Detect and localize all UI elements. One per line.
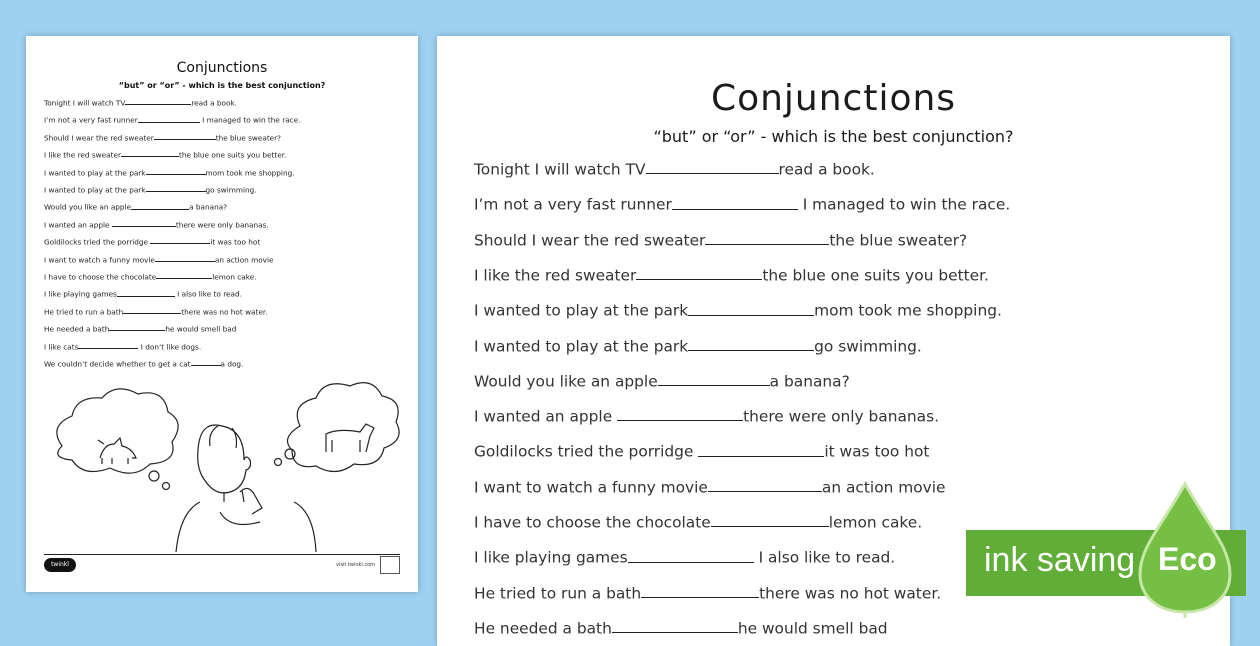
sentence-line xyxy=(44,149,286,159)
answer-blank[interactable] xyxy=(146,184,206,192)
sentence-line xyxy=(44,323,236,333)
sentence-line xyxy=(44,288,242,298)
sentence-after: a banana? xyxy=(189,202,228,212)
answer-blank[interactable] xyxy=(641,582,759,598)
thinking-child-illustration xyxy=(42,366,402,556)
sentence-line xyxy=(474,511,922,531)
sentence-line xyxy=(44,341,201,351)
sentence-before: I like the red sweater xyxy=(44,150,121,160)
answer-blank[interactable] xyxy=(658,370,770,386)
sentence-line xyxy=(44,271,257,281)
sentence-line xyxy=(44,254,274,264)
right-thought-cloud xyxy=(288,383,400,472)
sentence-after: I managed to win the race. xyxy=(797,195,1011,214)
footer-stamp-icon xyxy=(380,556,400,574)
sentence-line xyxy=(44,114,301,124)
sentence-line xyxy=(474,299,1002,319)
answer-blank[interactable] xyxy=(121,149,179,157)
sentence-line xyxy=(474,582,941,602)
sentence-before: He needed a bath xyxy=(474,619,612,638)
sentence-after: mom took me shopping. xyxy=(814,301,1002,320)
sentence-before: I wanted an apple xyxy=(44,220,112,230)
answer-blank[interactable] xyxy=(698,440,824,456)
sentence-after: it was too hot xyxy=(824,442,930,461)
sentence-line xyxy=(474,440,929,460)
answer-blank[interactable] xyxy=(138,114,200,122)
answer-blank[interactable] xyxy=(131,201,189,209)
sentence-line xyxy=(44,132,281,142)
sentence-line xyxy=(44,167,295,177)
answer-blank[interactable] xyxy=(155,254,215,262)
sentence-after: the blue sweater? xyxy=(215,133,282,143)
sentence-after: the blue sweater? xyxy=(829,230,968,249)
answer-blank[interactable] xyxy=(708,476,822,492)
sentence-before: Should I wear the red sweater xyxy=(474,230,706,249)
sentence-line xyxy=(474,546,895,566)
answer-blank[interactable] xyxy=(150,236,210,244)
cat-drawing xyxy=(98,438,136,464)
sentence-line xyxy=(474,405,939,425)
answer-blank[interactable] xyxy=(672,193,798,209)
answer-blank[interactable] xyxy=(125,97,191,105)
sentence-after: an action movie xyxy=(214,254,274,264)
sentence-before: I wanted an apple xyxy=(474,407,618,426)
sentence-line xyxy=(44,306,268,316)
sentence-before: I like playing games xyxy=(44,289,117,299)
answer-blank[interactable] xyxy=(636,264,762,280)
worksheet-title: Conjunctions xyxy=(710,78,957,119)
sentence-line xyxy=(474,158,875,178)
sentence-after: mom took me shopping. xyxy=(205,167,295,177)
sentence-before: Goldilocks tried the porridge xyxy=(44,237,151,247)
sentence-line xyxy=(44,219,269,229)
answer-blank[interactable] xyxy=(617,405,743,421)
sentence-before: Tonight I will watch TV xyxy=(44,98,126,108)
sentence-after: a dog. xyxy=(220,359,244,369)
sentence-line xyxy=(474,264,989,284)
answer-blank[interactable] xyxy=(612,617,738,633)
answer-blank[interactable] xyxy=(117,288,175,296)
sentence-before: I like cats xyxy=(44,341,79,351)
sentence-before: I’m not a very fast runner xyxy=(44,115,138,125)
sentence-after: he would smell bad xyxy=(737,619,888,638)
sentence-before: He tried to run a bath xyxy=(474,583,642,602)
answer-blank[interactable] xyxy=(688,299,814,315)
sentence-before: I have to choose the chocolate xyxy=(44,272,157,282)
sentence-before: Should I wear the red sweater xyxy=(44,133,154,143)
sentence-before: He tried to run a bath xyxy=(44,307,124,317)
sentence-before: I like playing games xyxy=(474,548,628,567)
sentence-before: I’m not a very fast runner xyxy=(474,195,672,214)
sentence-before: I wanted to play at the park xyxy=(474,301,689,320)
answer-blank[interactable] xyxy=(112,219,176,227)
answer-blank[interactable] xyxy=(78,341,138,349)
sentence-line xyxy=(44,201,227,211)
footer-site: visit twinkl.com xyxy=(336,562,376,568)
sentence-before: I wanted to play at the park xyxy=(474,336,689,355)
twinkl-logo: twinkl xyxy=(44,558,76,572)
sentence-before: Goldilocks tried the porridge xyxy=(474,442,699,461)
answer-blank[interactable] xyxy=(646,158,779,174)
child-head xyxy=(198,425,251,493)
sentence-after: go swimming. xyxy=(814,336,922,355)
sentence-after: the blue one suits you better. xyxy=(762,266,989,285)
answer-blank[interactable] xyxy=(628,546,754,562)
sentence-line xyxy=(44,97,237,107)
sentence-line xyxy=(474,193,1010,213)
sentence-line xyxy=(474,335,922,355)
sentence-after: lemon cake. xyxy=(212,272,257,282)
small-worksheet-title: Conjunctions xyxy=(176,60,268,76)
answer-blank[interactable] xyxy=(688,335,814,351)
sentence-line xyxy=(474,229,967,249)
sentence-after: I also like to read. xyxy=(753,548,896,567)
small-worksheet-subtitle: “but” or “or” - which is the best conjunction? xyxy=(118,81,326,90)
sentence-before: I wanted to play at the park xyxy=(44,167,146,177)
sentence-before: Tonight I will watch TV xyxy=(474,160,646,179)
sentence-before: I like the red sweater xyxy=(474,266,637,285)
sentence-line xyxy=(474,617,888,637)
sentence-after: I also like to read. xyxy=(174,289,242,299)
sentence-line xyxy=(44,236,260,246)
sentence-after: there were only bananas. xyxy=(743,407,940,426)
sentence-before: Would you like an apple xyxy=(44,202,132,212)
answer-blank[interactable] xyxy=(156,271,212,279)
sentence-after: there was no hot water. xyxy=(759,583,942,602)
answer-blank[interactable] xyxy=(711,511,829,527)
sentence-before: I want to watch a funny movie xyxy=(44,254,155,264)
eco-label: Eco xyxy=(1158,541,1217,577)
sentence-line xyxy=(474,370,850,390)
sentence-before: He needed a bath xyxy=(44,324,110,334)
sentence-after: go swimming. xyxy=(205,185,257,195)
sentence-after: a banana? xyxy=(769,372,850,391)
sentence-after: an action movie xyxy=(821,478,946,497)
dog-drawing xyxy=(326,424,374,452)
ink-saving-label: ink saving xyxy=(984,541,1136,579)
sentence-before: I wanted to play at the park xyxy=(44,185,146,195)
sentence-after: there were only bananas. xyxy=(175,220,269,230)
sentence-after: the blue one suits you better. xyxy=(178,150,287,160)
sentence-after: I managed to win the race. xyxy=(199,115,301,125)
sentence-before: I have to choose the chocolate xyxy=(474,513,711,532)
answer-blank[interactable] xyxy=(154,132,216,140)
sentence-after: lemon cake. xyxy=(828,513,923,532)
worksheet-preview-small[interactable] xyxy=(26,36,418,592)
left-thought-cloud xyxy=(57,389,178,473)
child-body xyxy=(176,488,316,552)
sentence-line xyxy=(474,476,946,496)
answer-blank[interactable] xyxy=(146,167,206,175)
sentence-before: Would you like an apple xyxy=(474,372,658,391)
sentence-before: We couldn’t decide whether to get a cat xyxy=(44,359,191,369)
answer-blank[interactable] xyxy=(109,323,165,331)
sentence-after: it was too hot xyxy=(210,237,261,247)
sentence-after: read a book. xyxy=(191,98,237,108)
sentence-after: I don’t like dogs. xyxy=(138,341,202,351)
sentence-line xyxy=(44,184,257,194)
sentence-after: he would smell bad xyxy=(165,324,237,334)
sentence-after: there was no hot water. xyxy=(181,307,268,317)
sentence-before: I want to watch a funny movie xyxy=(474,478,708,497)
sentence-after: read a book. xyxy=(778,160,875,179)
answer-blank[interactable] xyxy=(123,306,181,314)
answer-blank[interactable] xyxy=(705,229,829,245)
small-footer-rule xyxy=(44,554,400,555)
worksheet-subtitle: “but” or “or” - which is the best conjunction? xyxy=(653,127,1014,146)
